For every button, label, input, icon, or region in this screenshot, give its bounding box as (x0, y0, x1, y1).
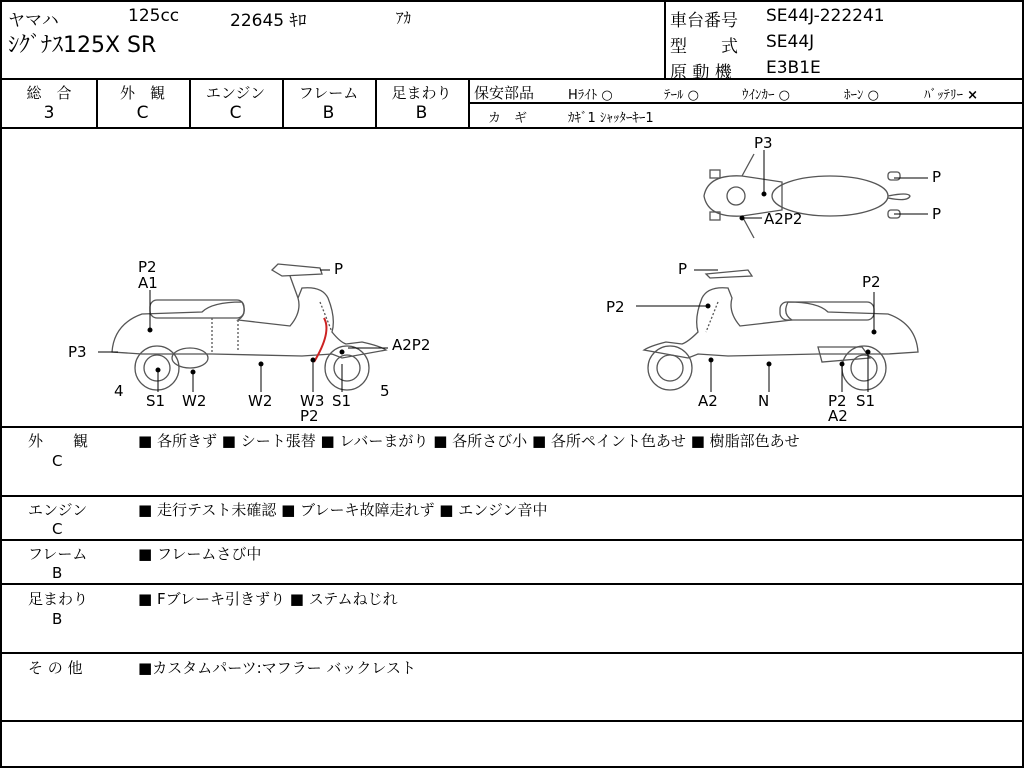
diag-label: P3 (68, 343, 87, 361)
frame-no-label: 車台番号 (670, 11, 738, 31)
grade-label-exterior: 外 観 (119, 84, 165, 102)
diag-label: P3 (754, 134, 773, 152)
diag-label: A2 (828, 407, 848, 425)
diagram-rule (2, 426, 1024, 428)
color: ｱｶ (396, 9, 412, 27)
grade-value-overall: 3 (43, 103, 55, 123)
remark-grade-frame: B (52, 564, 63, 582)
model-name: ｼｸﾞﾅｽ125X SR (8, 33, 157, 58)
grade-value-exterior: C (136, 103, 149, 123)
diag-label: A1 (138, 274, 158, 292)
diag-label: P (334, 260, 344, 278)
diag-label: P2 (862, 273, 881, 291)
safety-item-battery: ﾊﾞｯﾃﾘｰ × (924, 88, 979, 103)
diag-label: 5 (380, 382, 390, 400)
diag-label: W2 (182, 392, 207, 410)
remark-items-engine: ■ 走行テスト未確認 ■ ブレーキ故障走れず ■ エンジン音中 (138, 501, 548, 519)
remark-grade-suspension: B (52, 610, 63, 628)
diag-label: P2 (138, 258, 157, 276)
diag-label: S1 (856, 392, 876, 410)
displacement: 125cc (128, 6, 180, 26)
remark-items-other: ■カスタムパーツ:マフラー バックレスト (138, 659, 416, 677)
diag-label: S1 (146, 392, 166, 410)
safety-title: 保安部品 (474, 84, 535, 102)
grade-value-frame: B (322, 103, 335, 123)
remark-grade-engine: C (52, 520, 63, 538)
safety-item-horn: ﾎｰﾝ ○ (844, 88, 879, 103)
remark-rule (2, 652, 1024, 654)
header-rule (2, 78, 1024, 80)
diag-label: P (932, 168, 942, 186)
remark-rule (2, 495, 1024, 497)
remark-items-suspension: ■ Fブレーキ引きずり ■ ステムねじれ (138, 590, 398, 608)
remark-items-frame: ■ フレームさび中 (138, 545, 262, 563)
safety-item-tail: ﾃｰﾙ ○ (664, 88, 699, 103)
diag-label: A2P2 (392, 336, 431, 354)
header-divider (664, 2, 666, 78)
remark-grade-exterior: C (52, 452, 63, 470)
type-label: 型 式 (670, 37, 738, 57)
engine-label: 原 動 機 (670, 63, 732, 83)
diag-label: N (758, 392, 770, 410)
remark-label-suspension: 足まわり (28, 590, 89, 608)
diag-label: S1 (332, 392, 352, 410)
key-label: カ ギ (488, 111, 528, 126)
remark-label-exterior: 外 観 (28, 432, 89, 450)
diag-label: W3 (300, 392, 325, 410)
remark-rule (2, 583, 1024, 585)
grade-value-engine: C (229, 103, 242, 123)
grade-label-frame: フレーム (298, 84, 359, 102)
remark-label-other: そ の 他 (28, 659, 83, 677)
grade-value-suspension: B (415, 103, 428, 123)
diag-label: P (932, 205, 942, 223)
remark-rule (2, 539, 1024, 541)
grade-label-overall: 総 合 (26, 84, 72, 102)
remark-items-exterior: ■ 各所きず ■ シート張替 ■ レバーまがり ■ 各所さび小 ■ 各所ペイント色あせ ■ 樹脂部色あせ (138, 432, 800, 450)
diag-label: 4 (114, 382, 124, 400)
key-value: ｶｷﾞ1 ｼｬｯﾀｰｷｰ1 (568, 111, 654, 126)
remark-label-engine: エンジン (28, 501, 88, 519)
diag-label: P2 (606, 298, 625, 316)
diag-label: A2 (698, 392, 718, 410)
engine-value: E3B1E (766, 58, 821, 78)
grade-label-suspension: 足まわり (391, 84, 452, 102)
mileage: 22645 ｷﾛ (230, 11, 307, 31)
diag-label: W2 (248, 392, 273, 410)
frame-no: SE44J-222241 (766, 6, 885, 26)
safety-item-winker: ｳｲﾝｶｰ ○ (742, 88, 790, 103)
safety-item-headlight: Hﾗｲﾄ ○ (568, 88, 613, 103)
grade-label-engine: エンジン (205, 84, 266, 102)
scooter-top-view (704, 154, 910, 238)
diag-label: P2 (300, 407, 319, 425)
diag-label: P2 (828, 392, 847, 410)
diag-label: A2P2 (764, 210, 803, 228)
maker: ヤマハ (8, 11, 59, 31)
remark-rule (2, 720, 1024, 722)
leader-lines (98, 150, 928, 392)
type-value: SE44J (766, 32, 815, 52)
diag-label: P (678, 260, 688, 278)
remark-label-frame: フレーム (28, 545, 88, 563)
